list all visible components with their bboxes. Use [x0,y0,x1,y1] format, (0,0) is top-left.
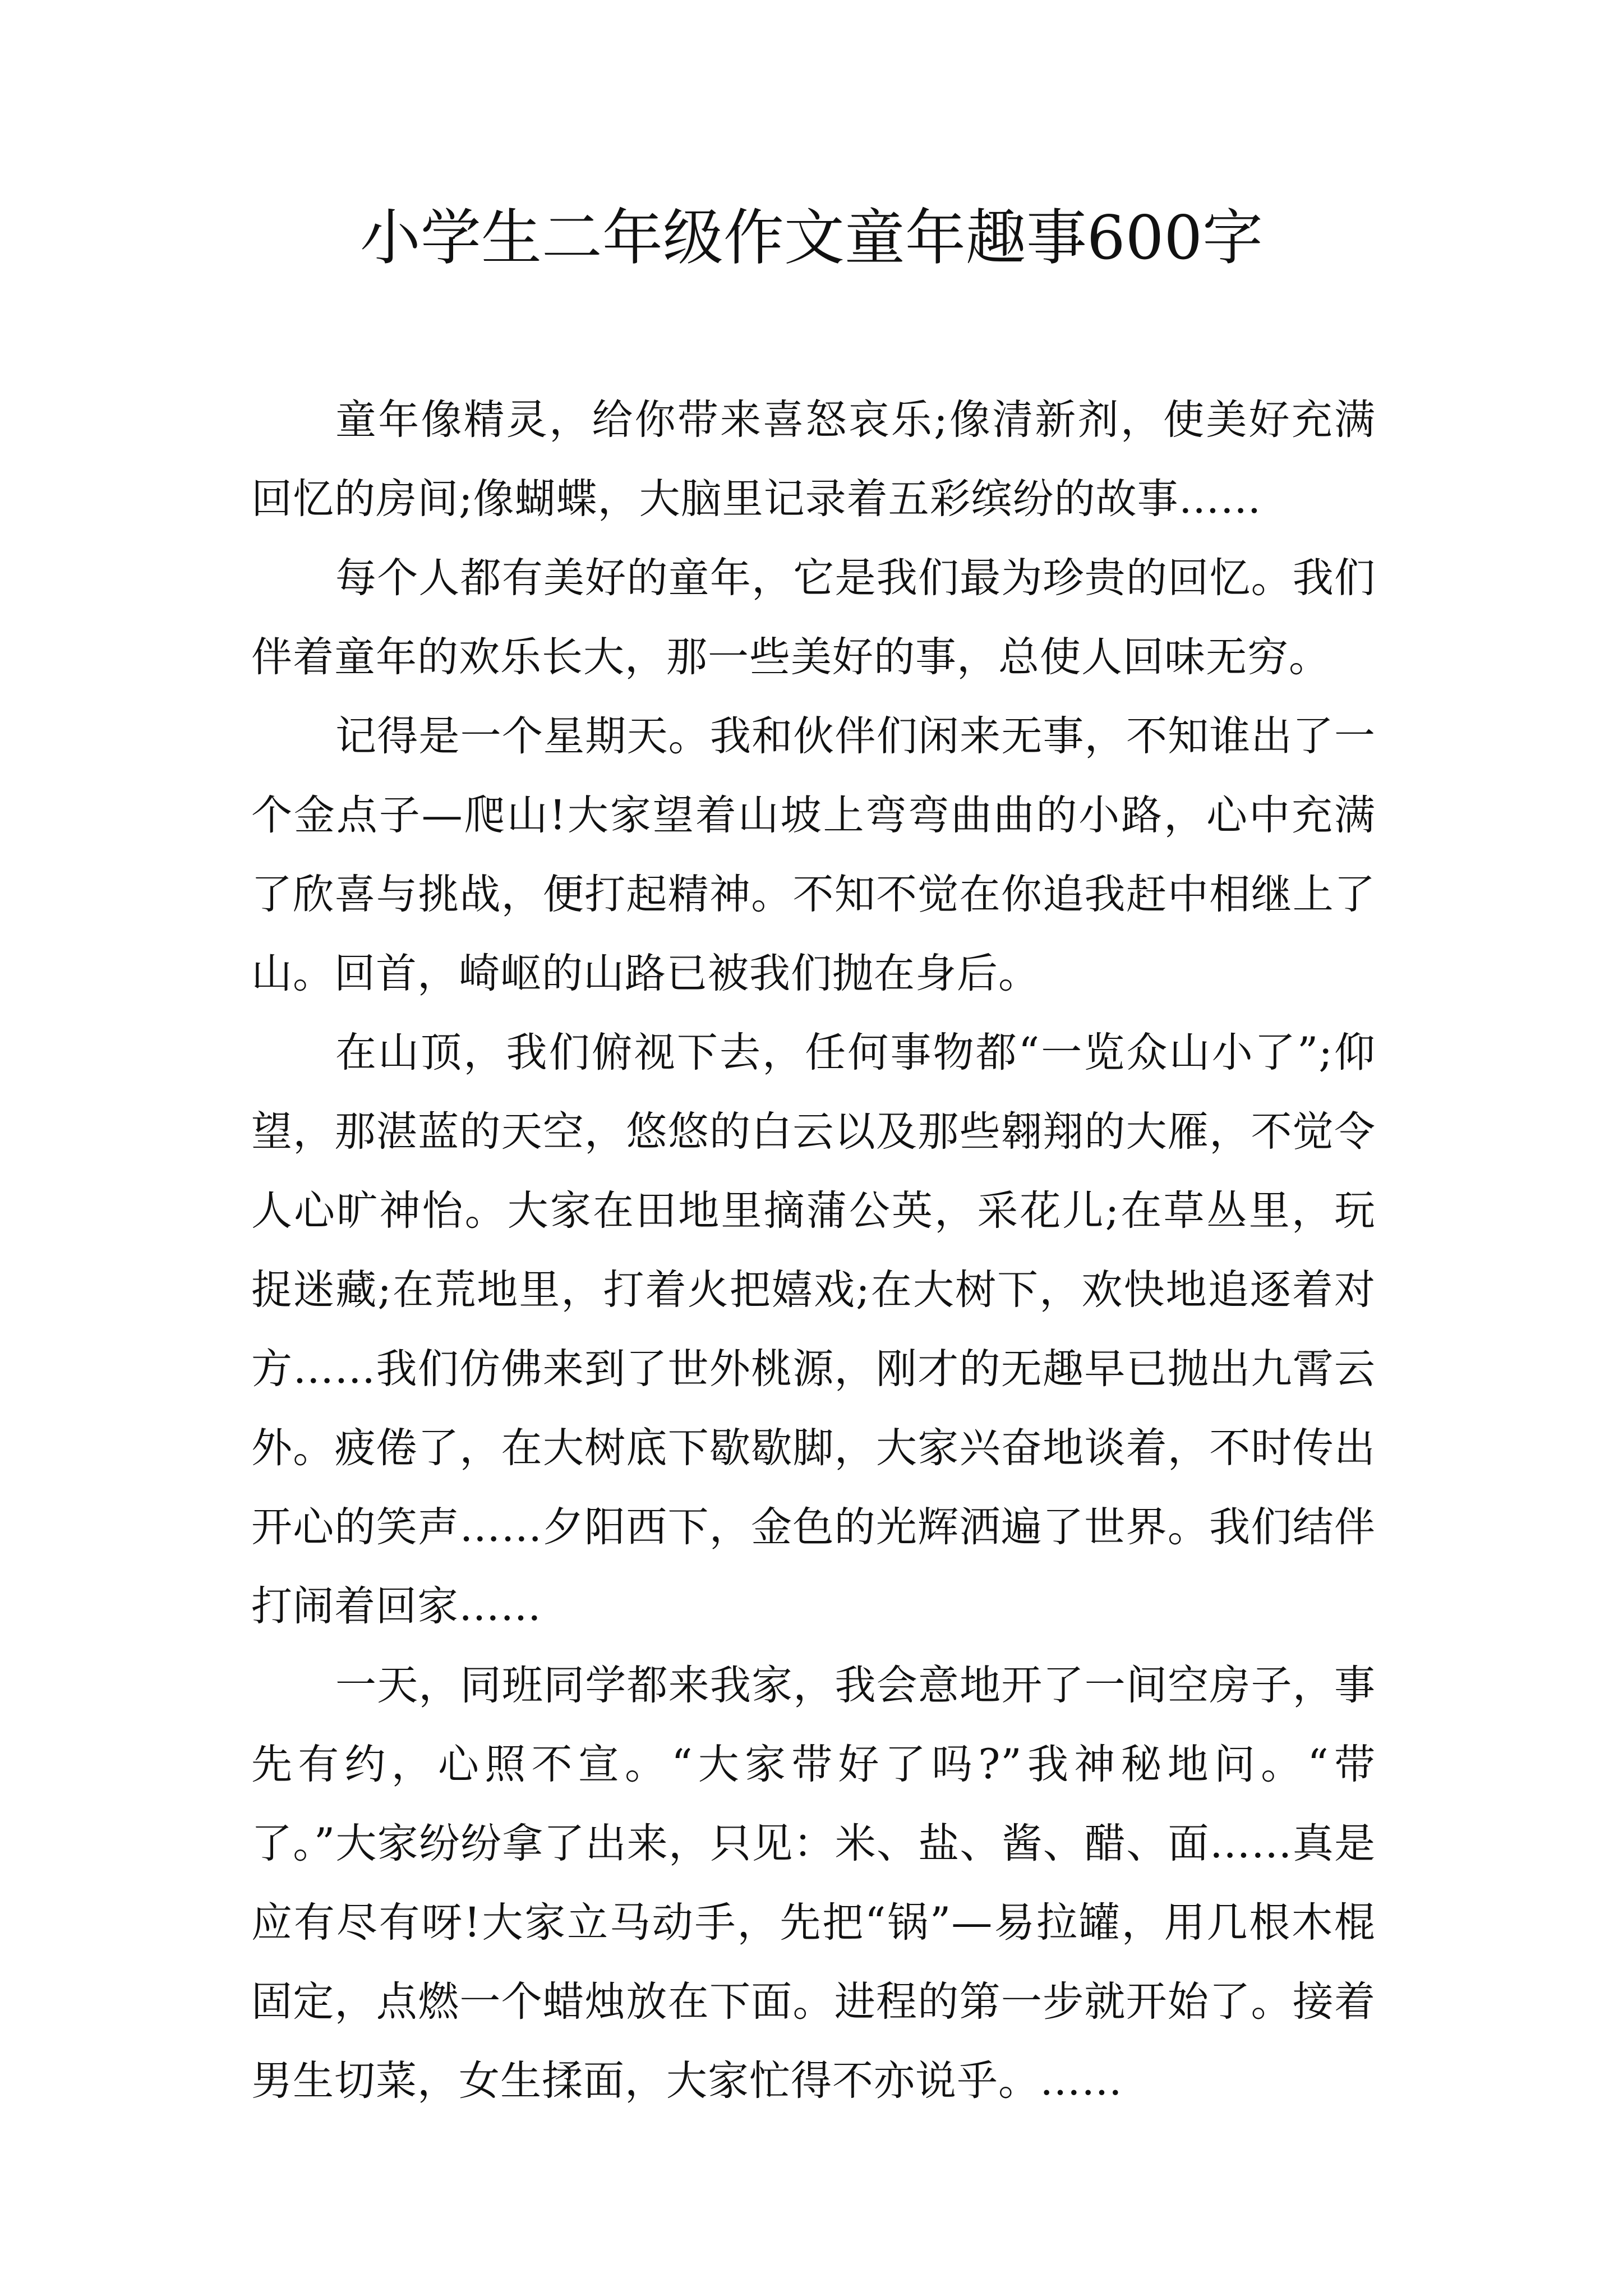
paragraph-4: 在山顶，我们俯视下去，任何事物都“一览众山小了”;仰望，那湛蓝的天空，悠悠的白云以及那些翱翔的大雁，不觉令人心旷神怡。大家在田地里摘蒲公英，采花儿;在草丛里，玩捉迷藏;在荒地里，打着火把嬉戏;在大树下，欢快地追逐着对方……我们仿佛来到了世外桃源，刚才的无趣早已抛出九霄云外。疲倦了，在大树底下歇歇脚，大家兴奋地谈着，不时传出开心的笑声……夕阳西下，金色的光辉洒遍了世界。我们结伴打闹着回家…… [251,1029,1376,1630]
document-body [251,380,1376,2120]
paragraph-5: 一天，同班同学都来我家，我会意地开了一间空房子，事先有约，心照不宣。“大家带好了吗?”我神秘地问。“带了。”大家纷纷拿了出来，只见：米、盐、酱、醋、面……真是应有尽有呀!大家立马动手，先把“锅”—易拉罐，用几根木棍固定，点燃一个蜡烛放在下面。进程的第一步就开始了。接着男生切菜，女生揉面，大家忙得不亦说乎。…… [251,1662,1376,2105]
paragraph-1: 童年像精灵，给你带来喜怒哀乐;像清新剂，使美好充满回忆的房间;像蝴蝶，大脑里记录着五彩缤纷的故事…… [251,396,1376,523]
paragraph-2: 每个人都有美好的童年，它是我们最为珍贵的回忆。我们伴着童年的欢乐长大，那一些美好的事，总使人回味无穷。 [251,554,1376,681]
document-title: 小学生二年级作文童年趣事600字 [359,203,1264,273]
paragraph-3: 记得是一个星期天。我和伙伴们闲来无事，不知谁出了一个金点子—爬山!大家望着山坡上弯弯曲曲的小路，心中充满了欣喜与挑战，便打起精神。不知不觉在你追我赶中相继上了山。回首，崎岖的山路已被我们抛在身后。 [251,712,1376,997]
